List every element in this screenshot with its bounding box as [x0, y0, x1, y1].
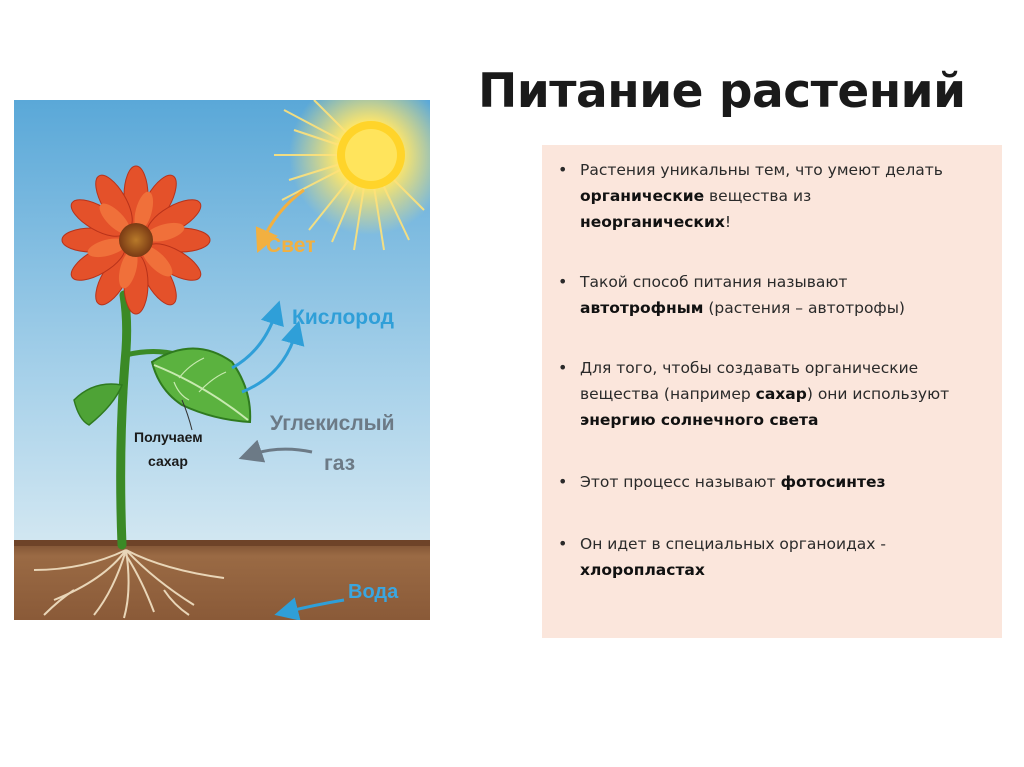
- bullet-bold: хлоропластах: [580, 561, 705, 579]
- bullet-text: Растения уникальны тем, что умеют делать: [580, 161, 943, 179]
- bullet-text: Этот процесс называют: [580, 473, 781, 491]
- bullet-text: (растения – автотрофы): [703, 299, 905, 317]
- bullet-dot: •: [558, 272, 568, 291]
- sugar-label-line2: сахар: [148, 453, 188, 469]
- bullet-bold: неорганических: [580, 213, 725, 231]
- bullet-bold: фотосинтез: [780, 473, 886, 491]
- bullet-bold: автотрофным: [580, 299, 704, 317]
- bullet-bold: энергию солнечного света: [580, 411, 819, 429]
- slide-title: Питание растений: [478, 64, 966, 119]
- bullet-dot: •: [558, 534, 568, 553]
- bullet-item: [554, 531, 986, 583]
- plant-diagram: [14, 100, 430, 620]
- photosynthesis-illustration: [14, 100, 430, 620]
- bullet-text: Он идет в специальных органоидах -: [580, 535, 886, 553]
- bullet-text: !: [724, 213, 732, 231]
- water-label: Вода: [348, 581, 399, 603]
- bullet-text: ) они используют: [806, 385, 950, 403]
- soil: [14, 540, 430, 620]
- oxygen-label: Кислород: [292, 306, 395, 329]
- bullet-dot: •: [558, 472, 568, 491]
- co2-label-line1: Углекислый: [270, 412, 395, 435]
- info-panel: [542, 145, 1002, 638]
- bullet-text: вещества из: [704, 187, 812, 205]
- co2-label-line2: газ: [324, 452, 356, 475]
- bullet-item: [554, 269, 986, 321]
- bullet-item: [554, 355, 986, 433]
- bullet-text: Для того, чтобы создавать органические вещества (например: [580, 359, 919, 403]
- bullet-dot: •: [558, 358, 568, 377]
- light-label: Свет: [266, 234, 316, 257]
- bullet-bold: сахар: [755, 385, 807, 403]
- bullet-text: Такой способ питания называют: [580, 273, 848, 291]
- bullet-dot: •: [558, 160, 568, 179]
- bullet-item: [554, 157, 986, 235]
- sugar-label-line1: Получаем: [134, 429, 203, 445]
- bullet-bold: органические: [580, 187, 705, 205]
- bullet-item: [554, 469, 986, 495]
